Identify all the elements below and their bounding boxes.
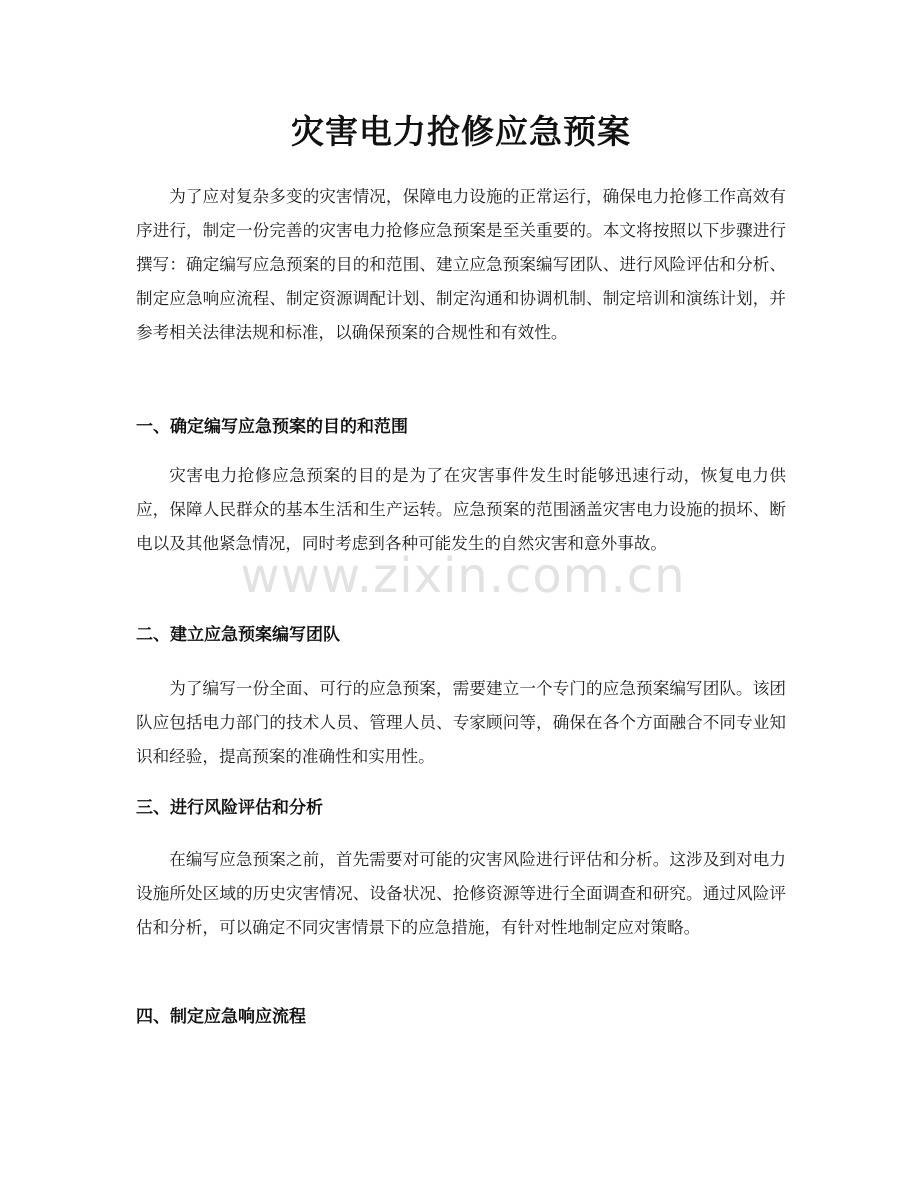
section-heading-4: 四、制定应急响应流程: [136, 1007, 306, 1027]
intro-paragraph: 为了应对复杂多变的灾害情况，保障电力设施的正常运行，确保电力抢修工作高效有序进行，制定一份完善的灾害电力抢修应急预案是至关重要的。本文将按照以下步骤进行撰写：确定编写应急预案的目的和范围、建立应急预案编写团队、进行风险评估和分析、制定应急响应流程、制定资源调配计划、制定沟通和协调机制、制定培训和演练计划，并参考相关法律法规和标准，以确保预案的合规性和有效性。: [136, 187, 786, 342]
section-body-2: 为了编写一份全面、可行的应急预案，需要建立一个专门的应急预案编写团队。该团队应包括电力部门的技术人员、管理人员、专家顾问等，确保在各个方面融合不同专业知识和经验，提高预案的准确性和实用性。: [136, 679, 786, 766]
section-heading-1: 一、确定编写应急预案的目的和范围: [136, 417, 408, 437]
watermark: www.zixin.com.cn: [240, 548, 686, 604]
section-heading-3: 三、进行风险评估和分析: [136, 798, 323, 818]
section-heading-2: 二、建立应急预案编写团队: [136, 625, 340, 645]
document-title: 灾害电力抢修应急预案: [291, 112, 631, 151]
section-body-1: 灾害电力抢修应急预案的目的是为了在灾害事件发生时能够迅速行动，恢复电力供应，保障人民群众的基本生活和生产运转。应急预案的范围涵盖灾害电力设施的损坏、断电以及其他紧急情况，同时考虑到各种可能发生的自然灾害和意外事故。: [136, 466, 786, 553]
section-body-3: 在编写应急预案之前，首先需要对可能的灾害风险进行评估和分析。这涉及到对电力设施所处区域的历史灾害情况、设备状况、抢修资源等进行全面调查和研究。通过风险评估和分析，可以确定不同灾害情景下的应急措施，有针对性地制定应对策略。: [136, 850, 786, 937]
